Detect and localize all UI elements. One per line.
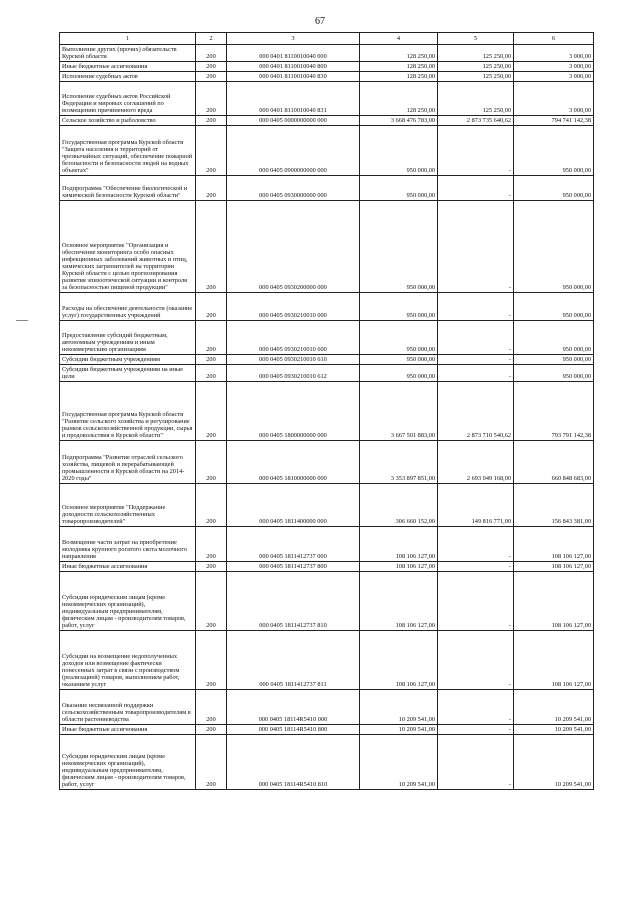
row-name-cell: Субсидии юридическим лицам (кроме некоммерческих организаций), индивидуальным предпринимателям, физическим лицам - производителям товаров, работ, услуг xyxy=(60,735,196,790)
row-approved-cell: 10 209 541,00 xyxy=(360,690,438,725)
row-name-cell: Исполнение судебных актов Российской Федерации и мировых соглашений по возмещению причиненного вреда xyxy=(60,82,196,116)
row-name-cell: Возмещение части затрат на приобретение молодняка крупного рогатого скота молочного направления xyxy=(60,527,196,562)
row-code-cell: 200 xyxy=(196,62,227,72)
row-classification-cell: 000 0405 0900000000 000 xyxy=(227,126,360,176)
row-executed-cell: - xyxy=(438,355,514,365)
row-unexecuted-cell: 950 000,00 xyxy=(514,176,594,201)
row-classification-cell: 000 0405 1811412737 811 xyxy=(227,631,360,690)
row-approved-cell: 108 106 127,00 xyxy=(360,527,438,562)
row-name-cell: Сельское хозяйство и рыболовство xyxy=(60,116,196,126)
row-executed-cell: - xyxy=(438,562,514,572)
row-code-cell: 200 xyxy=(196,321,227,355)
table-header-row xyxy=(60,33,594,45)
table-row xyxy=(60,82,594,116)
row-approved-cell: 3 668 476 783,00 xyxy=(360,116,438,126)
header-cell-3: 3 xyxy=(227,33,360,45)
table-row xyxy=(60,293,594,321)
table-row xyxy=(60,562,594,572)
row-approved-cell: 950 000,00 xyxy=(360,176,438,201)
row-name-cell: Иные бюджетные ассигнования xyxy=(60,725,196,735)
table-row xyxy=(60,631,594,690)
row-approved-cell: 10 209 541,00 xyxy=(360,725,438,735)
row-classification-cell: 000 0405 18114R5410 810 xyxy=(227,735,360,790)
row-unexecuted-cell: 3 000,00 xyxy=(514,72,594,82)
row-classification-cell: 000 0405 0930210010 000 xyxy=(227,293,360,321)
table-row xyxy=(60,355,594,365)
budget-execution-table xyxy=(59,32,594,790)
row-executed-cell: - xyxy=(438,690,514,725)
table-row xyxy=(60,201,594,293)
table-row xyxy=(60,176,594,201)
row-approved-cell: 3 667 501 883,00 xyxy=(360,382,438,441)
row-approved-cell: 950 000,00 xyxy=(360,293,438,321)
row-approved-cell: 128 250,00 xyxy=(360,45,438,62)
row-classification-cell: 000 0405 1811412737 800 xyxy=(227,562,360,572)
row-name-cell: Иные бюджетные ассигнования xyxy=(60,562,196,572)
header-cell-4: 4 xyxy=(360,33,438,45)
row-code-cell: 200 xyxy=(196,484,227,527)
row-code-cell: 200 xyxy=(196,45,227,62)
row-code-cell: 200 xyxy=(196,176,227,201)
table-row xyxy=(60,484,594,527)
row-executed-cell: 2 873 710 540,62 xyxy=(438,382,514,441)
header-cell-5: 5 xyxy=(438,33,514,45)
table-row xyxy=(60,572,594,631)
row-name-cell: Субсидии бюджетным учреждениям на иные цели xyxy=(60,365,196,382)
table-row xyxy=(60,690,594,725)
page-number: 67 xyxy=(315,16,325,27)
row-approved-cell: 950 000,00 xyxy=(360,126,438,176)
row-code-cell: 200 xyxy=(196,355,227,365)
row-code-cell: 200 xyxy=(196,365,227,382)
table-row xyxy=(60,126,594,176)
row-unexecuted-cell: 3 000,00 xyxy=(514,82,594,116)
row-executed-cell: - xyxy=(438,126,514,176)
row-classification-cell: 000 0405 1811412737 810 xyxy=(227,572,360,631)
row-executed-cell: 2 693 049 168,00 xyxy=(438,441,514,484)
row-executed-cell: - xyxy=(438,527,514,562)
row-classification-cell: 000 0405 1810000000 000 xyxy=(227,441,360,484)
row-executed-cell: - xyxy=(438,201,514,293)
row-executed-cell: - xyxy=(438,321,514,355)
row-code-cell: 200 xyxy=(196,631,227,690)
row-approved-cell: 950 000,00 xyxy=(360,365,438,382)
row-unexecuted-cell: 3 000,00 xyxy=(514,62,594,72)
table-row xyxy=(60,382,594,441)
row-classification-cell: 000 0405 0930210010 610 xyxy=(227,355,360,365)
row-executed-cell: 149 816 771,00 xyxy=(438,484,514,527)
row-executed-cell: - xyxy=(438,631,514,690)
row-name-cell: Предоставление субсидий бюджетным, автономным учреждениям и иным некоммерческим организациям xyxy=(60,321,196,355)
row-unexecuted-cell: 950 000,00 xyxy=(514,201,594,293)
table-row xyxy=(60,321,594,355)
row-code-cell: 200 xyxy=(196,293,227,321)
row-executed-cell: 2 873 735 640,62 xyxy=(438,116,514,126)
row-classification-cell: 000 0405 1811412737 000 xyxy=(227,527,360,562)
table-row xyxy=(60,116,594,126)
row-name-cell: Иные бюджетные ассигнования xyxy=(60,62,196,72)
header-cell-6: 6 xyxy=(514,33,594,45)
row-executed-cell: - xyxy=(438,365,514,382)
row-name-cell: Государственная программа Курской области "Развитие сельского хозяйства и регулирование рынков сельскохозяйственной продукции, сырья и продовольствия в Курской области" xyxy=(60,382,196,441)
row-executed-cell: 125 250,00 xyxy=(438,45,514,62)
table-row xyxy=(60,725,594,735)
row-name-cell: Субсидии бюджетным учреждениям xyxy=(60,355,196,365)
row-code-cell: 200 xyxy=(196,382,227,441)
row-executed-cell: - xyxy=(438,725,514,735)
row-name-cell: Оказание несвязанной поддержки сельскохозяйственным товаропроизводителям в области растениеводства xyxy=(60,690,196,725)
row-code-cell: 200 xyxy=(196,562,227,572)
row-name-cell: Государственная программа Курской области "Защита населения и территорий от чрезвычайных ситуаций, обеспечение пожарной безопасности и безопасности людей на водных объектах" xyxy=(60,126,196,176)
row-code-cell: 200 xyxy=(196,572,227,631)
row-unexecuted-cell: 950 000,00 xyxy=(514,321,594,355)
row-unexecuted-cell: 10 209 541,00 xyxy=(514,725,594,735)
row-unexecuted-cell: 793 791 142,38 xyxy=(514,382,594,441)
row-executed-cell: 125 250,00 xyxy=(438,82,514,116)
row-code-cell: 200 xyxy=(196,527,227,562)
row-unexecuted-cell: 10 209 541,00 xyxy=(514,690,594,725)
row-executed-cell: - xyxy=(438,572,514,631)
row-classification-cell: 000 0401 8110010040 830 xyxy=(227,72,360,82)
row-name-cell: Подпрограмма "Обеспечение биологической и химической безопасности Курской области" xyxy=(60,176,196,201)
row-unexecuted-cell: 108 106 127,00 xyxy=(514,572,594,631)
row-classification-cell: 000 0405 0930210010 612 xyxy=(227,365,360,382)
margin-mark xyxy=(16,320,28,321)
row-code-cell: 200 xyxy=(196,441,227,484)
row-code-cell: 200 xyxy=(196,126,227,176)
row-unexecuted-cell: 950 000,00 xyxy=(514,126,594,176)
table-row xyxy=(60,527,594,562)
row-unexecuted-cell: 660 848 683,00 xyxy=(514,441,594,484)
table-row xyxy=(60,72,594,82)
row-name-cell: Подпрограмма "Развитие отраслей сельского хозяйства, пищевой и перерабатывающей промышленности в Курской области на 2014-2020 годы" xyxy=(60,441,196,484)
row-name-cell: Основное мероприятие "Поддержание доходности сельскохозяйственных товаропроизводителей" xyxy=(60,484,196,527)
row-unexecuted-cell: 108 106 127,00 xyxy=(514,562,594,572)
row-unexecuted-cell: 950 000,00 xyxy=(514,355,594,365)
row-code-cell: 200 xyxy=(196,690,227,725)
row-name-cell: Основное мероприятие "Организация и обеспечение мониторинга особо опасных инфекционных заболеваний животных и птиц, химических загрязнителей на территории Курской области с целью прогнозирования развития эпизоотической ситуации и контроля за безопасностью пищевой продукции" xyxy=(60,201,196,293)
row-unexecuted-cell: 3 000,00 xyxy=(514,45,594,62)
row-classification-cell: 000 0401 8110010040 831 xyxy=(227,82,360,116)
row-unexecuted-cell: 10 209 541,00 xyxy=(514,735,594,790)
row-approved-cell: 950 000,00 xyxy=(360,201,438,293)
row-classification-cell: 000 0405 18114R5410 800 xyxy=(227,725,360,735)
row-classification-cell: 000 0405 1811400000 000 xyxy=(227,484,360,527)
table-body xyxy=(60,45,594,790)
row-approved-cell: 108 106 127,00 xyxy=(360,562,438,572)
row-name-cell: Субсидии на возмещение недополученных доходов или возмещение фактически понесенных затрат в связи с производством (реализацией) товаров, выполнением работ, оказанием услуг xyxy=(60,631,196,690)
row-unexecuted-cell: 156 843 381,00 xyxy=(514,484,594,527)
row-approved-cell: 128 250,00 xyxy=(360,82,438,116)
row-executed-cell: - xyxy=(438,176,514,201)
row-approved-cell: 3 353 897 851,00 xyxy=(360,441,438,484)
row-classification-cell: 000 0405 0000000000 000 xyxy=(227,116,360,126)
row-executed-cell: 125 250,00 xyxy=(438,72,514,82)
header-cell-2: 2 xyxy=(196,33,227,45)
row-unexecuted-cell: 108 106 127,00 xyxy=(514,631,594,690)
row-approved-cell: 950 000,00 xyxy=(360,355,438,365)
row-classification-cell: 000 0401 8110010040 800 xyxy=(227,62,360,72)
row-classification-cell: 000 0405 0930200000 000 xyxy=(227,201,360,293)
row-unexecuted-cell: 794 741 142,38 xyxy=(514,116,594,126)
row-code-cell: 200 xyxy=(196,725,227,735)
table-row xyxy=(60,441,594,484)
row-approved-cell: 10 209 541,00 xyxy=(360,735,438,790)
row-name-cell: Выполнение других (прочих) обязательств Курской области xyxy=(60,45,196,62)
row-name-cell: Субсидии юридическим лицам (кроме некоммерческих организаций), индивидуальным предпринимателям, физическим лицам - производителям товаров, работ, услуг xyxy=(60,572,196,631)
row-unexecuted-cell: 108 106 127,00 xyxy=(514,527,594,562)
row-approved-cell: 950 000,00 xyxy=(360,321,438,355)
row-name-cell: Расходы на обеспечение деятельности (оказание услуг) государственных учреждений xyxy=(60,293,196,321)
row-code-cell: 200 xyxy=(196,82,227,116)
table-row xyxy=(60,45,594,62)
row-code-cell: 200 xyxy=(196,116,227,126)
row-code-cell: 200 xyxy=(196,201,227,293)
row-unexecuted-cell: 950 000,00 xyxy=(514,293,594,321)
row-approved-cell: 128 250,00 xyxy=(360,62,438,72)
row-code-cell: 200 xyxy=(196,72,227,82)
header-cell-1: 1 xyxy=(60,33,196,45)
row-classification-cell: 000 0405 0930000000 000 xyxy=(227,176,360,201)
row-approved-cell: 128 250,00 xyxy=(360,72,438,82)
table-row xyxy=(60,62,594,72)
row-code-cell: 200 xyxy=(196,735,227,790)
row-approved-cell: 108 106 127,00 xyxy=(360,631,438,690)
row-unexecuted-cell: 950 000,00 xyxy=(514,365,594,382)
table-row xyxy=(60,365,594,382)
row-name-cell: Исполнение судебных актов xyxy=(60,72,196,82)
row-executed-cell: - xyxy=(438,293,514,321)
row-classification-cell: 000 0405 1800000000 000 xyxy=(227,382,360,441)
row-executed-cell: 125 250,00 xyxy=(438,62,514,72)
row-executed-cell: - xyxy=(438,735,514,790)
row-classification-cell: 000 0405 18114R5410 000 xyxy=(227,690,360,725)
row-classification-cell: 000 0405 0930210010 600 xyxy=(227,321,360,355)
row-approved-cell: 108 106 127,00 xyxy=(360,572,438,631)
row-classification-cell: 000 0401 8110010040 000 xyxy=(227,45,360,62)
row-approved-cell: 306 660 152,00 xyxy=(360,484,438,527)
table-row xyxy=(60,735,594,790)
